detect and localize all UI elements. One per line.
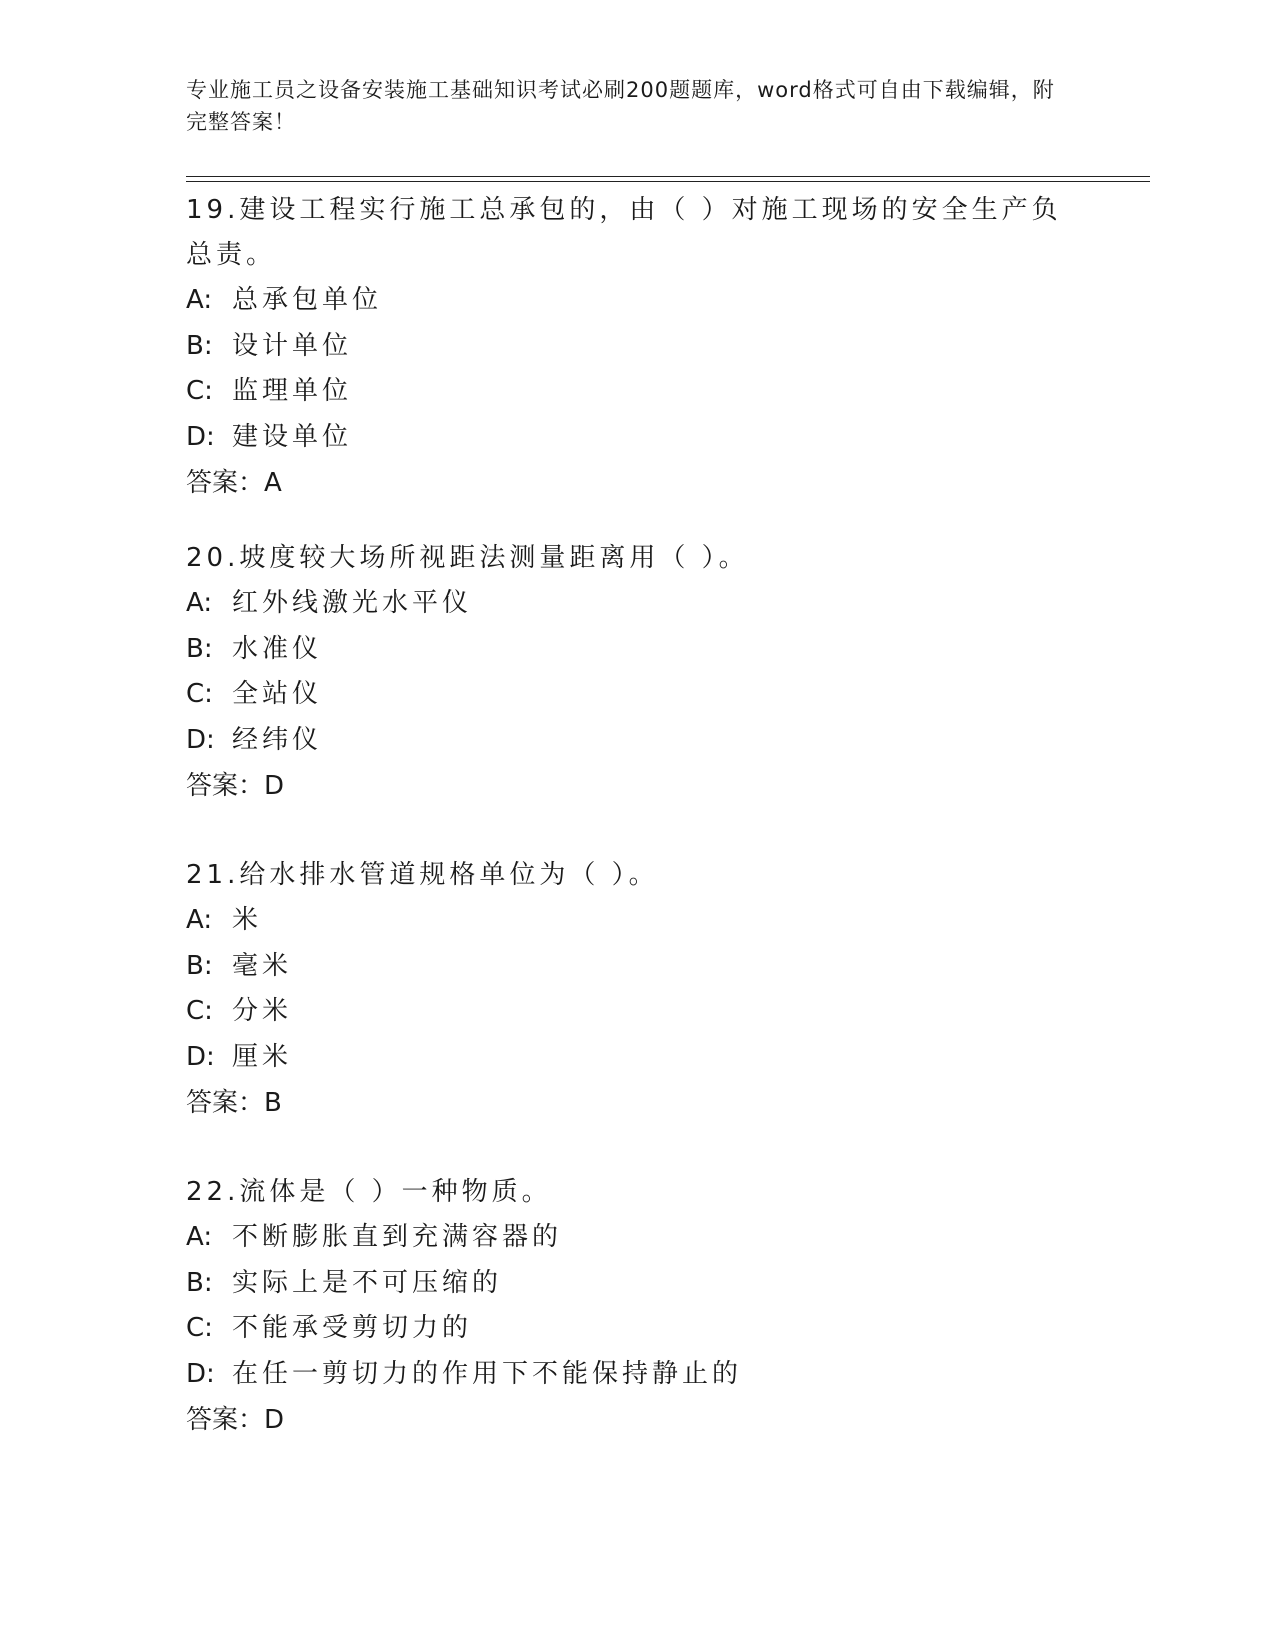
answer-line — [186, 1397, 1066, 1443]
option-d — [186, 1035, 1066, 1081]
answer-value: A — [264, 468, 282, 498]
option-letter: D: — [186, 421, 215, 452]
answer-label: 答案： — [186, 771, 265, 801]
option-letter: C: — [186, 1313, 213, 1343]
question-19 — [186, 188, 1066, 506]
document-header: 专业施工员之设备安装施工基础知识考试必刷200题题库，word格式可自由下载编辑，附完整答案！ — [186, 78, 1055, 134]
option-c — [186, 989, 1066, 1035]
option-text: 水准仪 — [232, 633, 323, 664]
option-text: 分米 — [232, 996, 293, 1026]
option-letter: A: — [186, 588, 213, 618]
question-stem: 20.坡度较大场所视距法测量距离用（ ）。 — [186, 543, 749, 573]
option-letter: C: — [186, 996, 213, 1026]
option-letter: B: — [186, 330, 213, 361]
option-b — [186, 944, 1066, 990]
option-letter: D: — [186, 1358, 215, 1389]
answer-line — [186, 763, 1066, 809]
option-letter: B: — [186, 633, 213, 664]
option-a — [186, 898, 1066, 944]
option-d — [186, 1352, 1066, 1398]
option-text: 毫米 — [232, 950, 293, 981]
question-stem: 22.流体是（ ）一种物质。 — [186, 1177, 552, 1207]
option-c — [186, 672, 1066, 718]
answer-label: 答案： — [186, 468, 265, 498]
option-text: 不断膨胀直到充满容器的 — [232, 1222, 563, 1252]
answer-value: D — [264, 1405, 285, 1435]
option-c — [186, 1306, 1066, 1352]
option-letter: D: — [186, 1041, 215, 1072]
option-text: 在任一剪切力的作用下不能保持静止的 — [232, 1358, 743, 1389]
option-b — [186, 324, 1066, 370]
option-text: 厘米 — [232, 1041, 293, 1072]
option-text: 设计单位 — [232, 330, 353, 361]
option-letter: A: — [186, 285, 213, 315]
question-stem: 19.建设工程实行施工总承包的，由（ ）对施工现场的安全生产负总责。 — [186, 195, 1062, 270]
option-c — [186, 369, 1066, 415]
option-text: 实际上是不可压缩的 — [232, 1267, 503, 1298]
answer-value: D — [264, 771, 285, 801]
header-rule-bottom — [186, 181, 1150, 182]
option-text: 全站仪 — [232, 679, 323, 709]
option-text: 建设单位 — [232, 421, 353, 452]
option-letter: B: — [186, 1267, 213, 1298]
option-letter: C: — [186, 376, 213, 406]
option-text: 米 — [232, 905, 263, 935]
option-text: 经纬仪 — [232, 724, 323, 755]
option-letter: C: — [186, 679, 213, 709]
answer-label: 答案： — [186, 1088, 265, 1118]
question-20 — [186, 536, 1066, 809]
option-text: 监理单位 — [232, 376, 353, 406]
option-b — [186, 627, 1066, 673]
option-a — [186, 1215, 1066, 1261]
option-text: 红外线激光水平仪 — [232, 588, 473, 618]
option-text: 不能承受剪切力的 — [232, 1313, 473, 1343]
answer-line — [186, 460, 1066, 506]
option-b — [186, 1261, 1066, 1307]
question-21 — [186, 853, 1066, 1126]
header-rule-top — [186, 176, 1150, 177]
option-letter: B: — [186, 950, 213, 981]
option-text: 总承包单位 — [232, 285, 383, 315]
question-stem: 21.给水排水管道规格单位为（ ）。 — [186, 860, 659, 890]
answer-label: 答案： — [186, 1405, 265, 1435]
option-d — [186, 415, 1066, 461]
option-a — [186, 581, 1066, 627]
question-22 — [186, 1170, 1066, 1443]
answer-value: B — [264, 1088, 282, 1118]
option-letter: D: — [186, 724, 215, 755]
option-d — [186, 718, 1066, 764]
option-a — [186, 278, 1066, 324]
option-letter: A: — [186, 1222, 213, 1252]
answer-line — [186, 1080, 1066, 1126]
option-letter: A: — [186, 905, 213, 935]
